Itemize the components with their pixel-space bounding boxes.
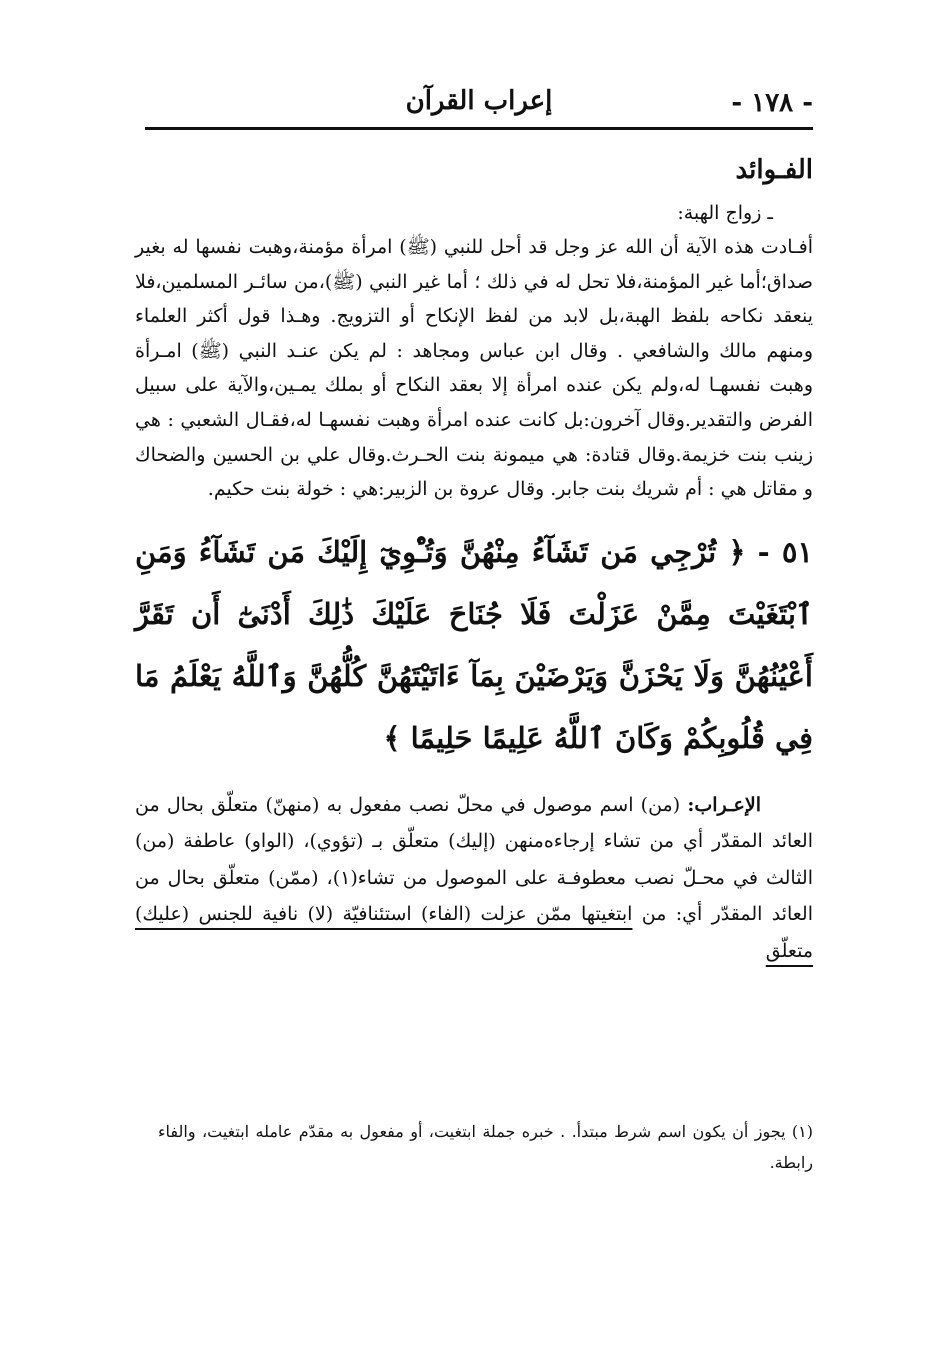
fawaid-subheading: ـ زواج الهبة:: [677, 202, 773, 224]
irab-paragraph: [135, 787, 813, 970]
verse-text: تُرْجِي مَن تَشَآءُ مِنْهُنَّ وَتُـْٔوِيٓ إِلَيْكَ مَن تَشَآءُ وَمَنِ ٱبْتَغَيْتَ مِمَّنْ عَزَلْتَ فَلَا جُنَاحَ عَلَيْكَ ذَٰلِكَ أَدْنَىٰٓ أَن تَقَرَّ أَعْيُنُهُنَّ وَلَا يَحْزَنَّ وَيَرْضَيْنَ بِمَآ ءَاتَيْتَهُنَّ كُلُّهُنَّ وَٱللَّهُ يَعْلَمُ مَا فِي قُلُوبِكُمْ وَكَانَ ٱللَّهُ عَلِيمًا حَلِيمًا: [135, 534, 813, 755]
irab-label: الإعـراب:: [687, 793, 762, 816]
fawaid-paragraph: أفـادت هذه الآية أن الله عز وجل قد أحل للنبي (ﷺ) امرأة مؤمنة،وهبت نفسها له بغير صداق؛أما غير المؤمنة،فلا تحل له في ذلك ؛ أما غير النبي (ﷺ)،من سائـر المسلمين،فلا ينعقد نكاحه بلفظ الهبة،بل لابد من لفظ الإنكاح أو التزويج. وهـذا قول أكثر العلماء ومنهم مالك والشافعي . وقال ابن عباس ومجاهد : لم يكن عنـد النبي (ﷺ) امـرأة وهبت نفسهـا له،ولم يكن عنده امرأة إلا بعقد النكاح أو بملك يمـين،والآية على سبيل الفرض والتقدير.وقال آخرون:بل كانت عنده امرأة وهبت نفسهـا له،فقـال الشعبي : هي زينب بنت خزيمة.وقال قتادة: هي ميمونة بنت الحـرث.وقال علي بن الحسين والضحاك و مقاتل هي : أم شريك بنت جابر. وقال عروة بن الزبير:هي : خولة بنت حكيم.: [135, 236, 813, 501]
page-number: - ١٧٨ -: [731, 88, 813, 118]
verse-number: ٥١ -: [757, 534, 813, 569]
irab-text: (من) اسم موصول في محلّ نصب مفعول به (منهنّ) متعلّق بحال من العائد المقدّر أي من تشاء إرجاءه‌منهن (إليك) متعلّق بـ (تؤوي)، (الواو) عاطفة (من) الثالث في محـلّ نصب معطوفـة على الموصول من تشاء(١)، (ممّن) متعلّق بحال من العائد المقدّر أي: من: [135, 793, 813, 926]
fawaid-heading: الفـوائد: [735, 155, 813, 185]
footnote: (١) يجوز أن يكون اسم شرط مبتدأ. . خبره جملة ابتغيت، أو مفعول به مقدّم عامله ابتغيت، والفاء رابطة.: [158, 1122, 813, 1172]
verse-close-bracket: ﴾: [383, 720, 401, 755]
quran-verse: [135, 521, 813, 769]
book-title: إعراب القرآن: [405, 86, 553, 116]
irab-last-line: ابتغيتها ممّن عزلت (الفاء) استئنافيّة (لا) نافية للجنس (عليك) متعلّق: [135, 903, 813, 962]
verse-open-bracket: ﴿: [728, 534, 746, 569]
page-body: [135, 150, 813, 988]
header-rule: [145, 127, 813, 130]
page-header: [145, 82, 813, 122]
